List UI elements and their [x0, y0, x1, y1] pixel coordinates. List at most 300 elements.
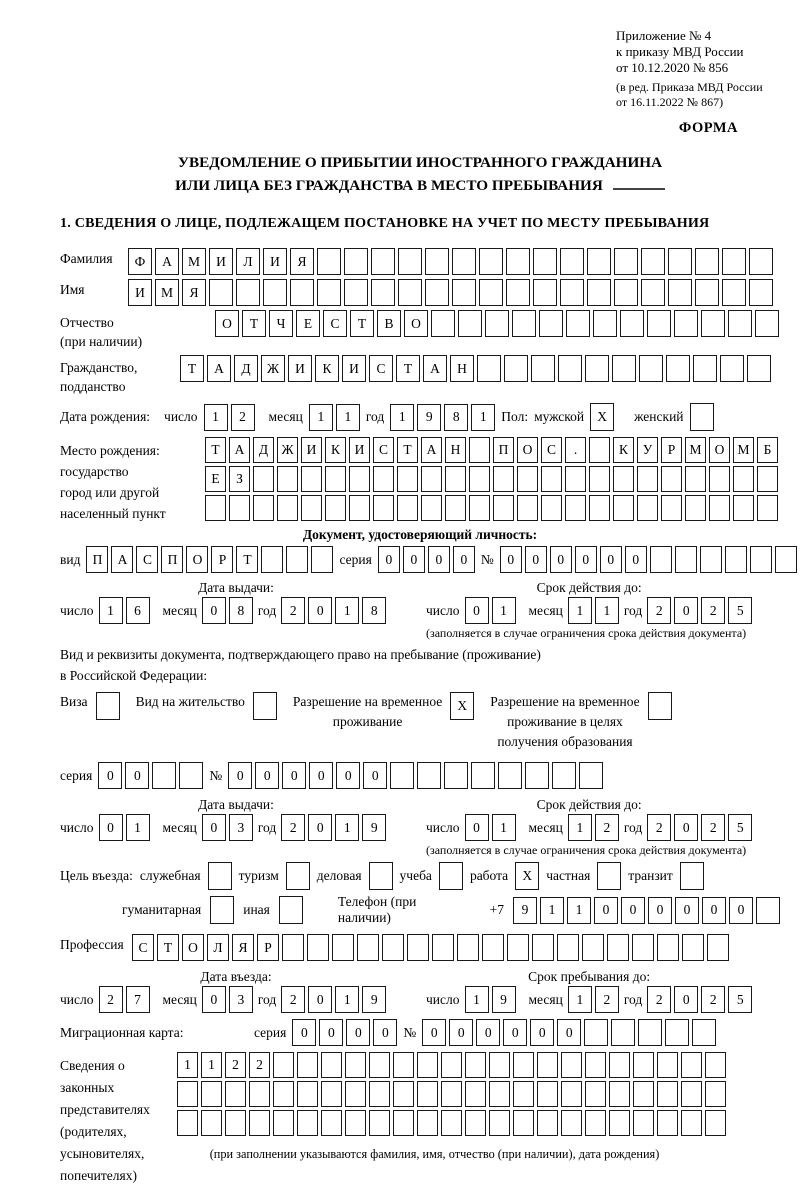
char-cell[interactable] — [229, 495, 250, 521]
char-cell[interactable] — [585, 1081, 606, 1107]
char-cell[interactable]: С — [373, 437, 394, 463]
char-cell[interactable] — [701, 310, 725, 337]
sex-female-checkbox[interactable] — [690, 403, 714, 431]
char-cell[interactable] — [444, 762, 468, 789]
char-cell[interactable] — [682, 934, 704, 961]
char-cell[interactable] — [225, 1110, 246, 1136]
char-cell[interactable]: 0 — [675, 897, 699, 924]
stay-year-cells[interactable] — [647, 986, 752, 1013]
birth-month-cells[interactable] — [309, 404, 360, 431]
char-cell[interactable]: 0 — [336, 762, 360, 789]
char-cell[interactable]: 0 — [648, 897, 672, 924]
char-cell[interactable] — [537, 1052, 558, 1078]
char-cell[interactable]: 0 — [729, 897, 753, 924]
char-cell[interactable]: 1 — [177, 1052, 198, 1078]
char-cell[interactable]: И — [263, 248, 287, 275]
char-cell[interactable]: 0 — [674, 597, 698, 624]
char-cell[interactable]: Д — [253, 437, 274, 463]
char-cell[interactable] — [371, 279, 395, 306]
char-cell[interactable]: П — [493, 437, 514, 463]
char-cell[interactable] — [273, 1110, 294, 1136]
char-cell[interactable] — [179, 762, 203, 789]
char-cell[interactable]: А — [229, 437, 250, 463]
char-cell[interactable]: Р — [661, 437, 682, 463]
char-cell[interactable] — [587, 248, 611, 275]
char-cell[interactable] — [504, 355, 528, 382]
char-cell[interactable]: 0 — [308, 814, 332, 841]
char-cell[interactable]: 0 — [525, 546, 547, 573]
char-cell[interactable] — [661, 466, 682, 492]
char-cell[interactable]: 1 — [540, 897, 564, 924]
char-cell[interactable]: И — [301, 437, 322, 463]
char-cell[interactable] — [589, 466, 610, 492]
char-cell[interactable]: 2 — [701, 597, 725, 624]
char-cell[interactable] — [558, 355, 582, 382]
char-cell[interactable] — [325, 466, 346, 492]
char-cell[interactable] — [637, 466, 658, 492]
char-cell[interactable] — [307, 934, 329, 961]
char-cell[interactable] — [177, 1110, 198, 1136]
char-cell[interactable]: О — [215, 310, 239, 337]
char-cell[interactable] — [611, 1019, 635, 1046]
char-cell[interactable]: С — [323, 310, 347, 337]
char-cell[interactable]: 2 — [281, 597, 305, 624]
char-cell[interactable] — [585, 1052, 606, 1078]
char-cell[interactable] — [249, 1081, 270, 1107]
char-cell[interactable]: 2 — [595, 986, 619, 1013]
char-cell[interactable]: 0 — [530, 1019, 554, 1046]
char-cell[interactable]: 1 — [390, 404, 414, 431]
purpose-private-checkbox[interactable] — [597, 862, 621, 890]
char-cell[interactable] — [755, 310, 779, 337]
char-cell[interactable]: К — [325, 437, 346, 463]
temp-residence-edu-checkbox[interactable] — [648, 692, 672, 720]
char-cell[interactable]: Р — [257, 934, 279, 961]
char-cell[interactable] — [692, 1019, 716, 1046]
char-cell[interactable] — [531, 355, 555, 382]
char-cell[interactable]: 8 — [362, 597, 386, 624]
char-cell[interactable]: И — [342, 355, 366, 382]
char-cell[interactable] — [647, 310, 671, 337]
birth-year-cells[interactable] — [390, 404, 495, 431]
visa-checkbox[interactable] — [96, 692, 120, 720]
char-cell[interactable]: Я — [232, 934, 254, 961]
char-cell[interactable]: Ч — [269, 310, 293, 337]
char-cell[interactable] — [445, 495, 466, 521]
char-cell[interactable] — [205, 495, 226, 521]
char-cell[interactable] — [369, 1110, 390, 1136]
char-cell[interactable]: Л — [207, 934, 229, 961]
profession-cells[interactable] — [132, 934, 729, 961]
char-cell[interactable]: Т — [396, 355, 420, 382]
char-cell[interactable]: 0 — [309, 762, 333, 789]
char-cell[interactable]: 0 — [308, 986, 332, 1013]
char-cell[interactable] — [565, 495, 586, 521]
char-cell[interactable]: Т — [350, 310, 374, 337]
char-cell[interactable]: 9 — [417, 404, 441, 431]
char-cell[interactable]: 2 — [647, 597, 671, 624]
char-cell[interactable] — [693, 355, 717, 382]
char-cell[interactable] — [681, 1081, 702, 1107]
char-cell[interactable]: 0 — [500, 546, 522, 573]
char-cell[interactable] — [425, 279, 449, 306]
char-cell[interactable]: 1 — [204, 404, 228, 431]
char-cell[interactable] — [345, 1052, 366, 1078]
char-cell[interactable] — [397, 495, 418, 521]
char-cell[interactable] — [584, 1019, 608, 1046]
char-cell[interactable]: 1 — [568, 814, 592, 841]
char-cell[interactable]: 2 — [225, 1052, 246, 1078]
char-cell[interactable]: Н — [450, 355, 474, 382]
char-cell[interactable] — [432, 934, 454, 961]
char-cell[interactable] — [668, 279, 692, 306]
char-cell[interactable] — [709, 495, 730, 521]
char-cell[interactable]: 0 — [575, 546, 597, 573]
char-cell[interactable] — [477, 355, 501, 382]
char-cell[interactable]: А — [421, 437, 442, 463]
char-cell[interactable] — [201, 1081, 222, 1107]
residence-valid-day-cells[interactable] — [465, 814, 516, 841]
char-cell[interactable]: 1 — [567, 897, 591, 924]
char-cell[interactable]: Б — [757, 437, 778, 463]
char-cell[interactable] — [657, 1110, 678, 1136]
char-cell[interactable]: О — [186, 546, 208, 573]
identity-valid-month-cells[interactable] — [568, 597, 619, 624]
char-cell[interactable]: 0 — [674, 814, 698, 841]
birth-day-cells[interactable] — [204, 404, 255, 431]
char-cell[interactable]: Н — [445, 437, 466, 463]
char-cell[interactable]: О — [182, 934, 204, 961]
char-cell[interactable] — [393, 1081, 414, 1107]
char-cell[interactable]: 1 — [471, 404, 495, 431]
char-cell[interactable] — [493, 495, 514, 521]
char-cell[interactable] — [431, 310, 455, 337]
char-cell[interactable] — [469, 495, 490, 521]
char-cell[interactable] — [344, 279, 368, 306]
char-cell[interactable]: 0 — [125, 762, 149, 789]
char-cell[interactable]: 2 — [249, 1052, 270, 1078]
char-cell[interactable] — [479, 279, 503, 306]
char-cell[interactable]: М — [733, 437, 754, 463]
char-cell[interactable]: 2 — [701, 814, 725, 841]
char-cell[interactable]: 2 — [99, 986, 123, 1013]
char-cell[interactable] — [612, 355, 636, 382]
char-cell[interactable]: Я — [290, 248, 314, 275]
char-cell[interactable] — [560, 248, 584, 275]
char-cell[interactable]: 1 — [595, 597, 619, 624]
char-cell[interactable] — [249, 1110, 270, 1136]
char-cell[interactable] — [506, 248, 530, 275]
identity-valid-day-cells[interactable] — [465, 597, 516, 624]
stay-month-cells[interactable] — [568, 986, 619, 1013]
char-cell[interactable] — [498, 762, 522, 789]
char-cell[interactable] — [458, 310, 482, 337]
char-cell[interactable] — [532, 934, 554, 961]
char-cell[interactable]: 5 — [728, 597, 752, 624]
char-cell[interactable] — [297, 1110, 318, 1136]
char-cell[interactable]: А — [111, 546, 133, 573]
char-cell[interactable] — [541, 466, 562, 492]
char-cell[interactable]: 0 — [674, 986, 698, 1013]
char-cell[interactable]: 2 — [281, 814, 305, 841]
char-cell[interactable]: К — [613, 437, 634, 463]
char-cell[interactable] — [369, 1081, 390, 1107]
char-cell[interactable]: 0 — [600, 546, 622, 573]
char-cell[interactable] — [512, 310, 536, 337]
entry-year-cells[interactable] — [281, 986, 386, 1013]
purpose-work-checkbox[interactable]: X — [515, 862, 539, 890]
char-cell[interactable] — [332, 934, 354, 961]
char-cell[interactable] — [441, 1081, 462, 1107]
char-cell[interactable]: 0 — [594, 897, 618, 924]
char-cell[interactable]: К — [315, 355, 339, 382]
char-cell[interactable]: О — [709, 437, 730, 463]
birthplace-row3-cells[interactable] — [205, 495, 778, 521]
char-cell[interactable]: Е — [296, 310, 320, 337]
char-cell[interactable] — [398, 248, 422, 275]
char-cell[interactable] — [589, 495, 610, 521]
char-cell[interactable]: 0 — [453, 546, 475, 573]
char-cell[interactable] — [587, 279, 611, 306]
char-cell[interactable] — [607, 934, 629, 961]
char-cell[interactable]: 9 — [513, 897, 537, 924]
char-cell[interactable] — [493, 466, 514, 492]
char-cell[interactable]: 0 — [428, 546, 450, 573]
char-cell[interactable] — [537, 1110, 558, 1136]
char-cell[interactable] — [479, 248, 503, 275]
char-cell[interactable] — [552, 762, 576, 789]
char-cell[interactable] — [641, 248, 665, 275]
residence-permit-checkbox[interactable] — [253, 692, 277, 720]
char-cell[interactable]: 1 — [201, 1052, 222, 1078]
char-cell[interactable] — [609, 1081, 630, 1107]
char-cell[interactable] — [457, 934, 479, 961]
char-cell[interactable] — [321, 1052, 342, 1078]
char-cell[interactable] — [201, 1110, 222, 1136]
char-cell[interactable]: 0 — [202, 986, 226, 1013]
char-cell[interactable]: 0 — [503, 1019, 527, 1046]
char-cell[interactable]: У — [637, 437, 658, 463]
char-cell[interactable]: Ж — [261, 355, 285, 382]
char-cell[interactable] — [344, 248, 368, 275]
char-cell[interactable] — [349, 466, 370, 492]
char-cell[interactable] — [733, 466, 754, 492]
char-cell[interactable] — [382, 934, 404, 961]
residence-number-cells[interactable] — [228, 762, 603, 789]
char-cell[interactable]: . — [565, 437, 586, 463]
char-cell[interactable] — [614, 279, 638, 306]
char-cell[interactable] — [675, 546, 697, 573]
char-cell[interactable] — [633, 1110, 654, 1136]
char-cell[interactable] — [465, 1052, 486, 1078]
char-cell[interactable] — [541, 495, 562, 521]
purpose-other-checkbox[interactable] — [279, 896, 303, 924]
char-cell[interactable]: Л — [236, 248, 260, 275]
doc-type-cells[interactable] — [86, 546, 333, 573]
char-cell[interactable]: О — [404, 310, 428, 337]
char-cell[interactable] — [585, 355, 609, 382]
char-cell[interactable] — [297, 1081, 318, 1107]
char-cell[interactable] — [421, 495, 442, 521]
char-cell[interactable]: Р — [211, 546, 233, 573]
char-cell[interactable]: П — [161, 546, 183, 573]
char-cell[interactable]: 1 — [465, 986, 489, 1013]
char-cell[interactable]: 1 — [126, 814, 150, 841]
char-cell[interactable] — [398, 279, 422, 306]
char-cell[interactable]: 1 — [336, 404, 360, 431]
char-cell[interactable] — [357, 934, 379, 961]
char-cell[interactable]: 0 — [373, 1019, 397, 1046]
char-cell[interactable] — [633, 1081, 654, 1107]
char-cell[interactable] — [445, 466, 466, 492]
char-cell[interactable]: Т — [180, 355, 204, 382]
char-cell[interactable] — [253, 466, 274, 492]
phone-cells[interactable] — [513, 897, 780, 924]
char-cell[interactable]: 7 — [126, 986, 150, 1013]
char-cell[interactable] — [705, 1081, 726, 1107]
char-cell[interactable] — [589, 437, 610, 463]
char-cell[interactable]: 2 — [647, 986, 671, 1013]
char-cell[interactable]: 0 — [99, 814, 123, 841]
char-cell[interactable] — [513, 1052, 534, 1078]
representatives-row1-cells[interactable] — [177, 1052, 726, 1078]
char-cell[interactable] — [750, 546, 772, 573]
char-cell[interactable]: 0 — [476, 1019, 500, 1046]
char-cell[interactable]: Т — [205, 437, 226, 463]
char-cell[interactable] — [585, 1110, 606, 1136]
char-cell[interactable]: Ж — [277, 437, 298, 463]
purpose-business-checkbox[interactable] — [369, 862, 393, 890]
identity-issue-year-cells[interactable] — [281, 597, 386, 624]
char-cell[interactable] — [657, 1052, 678, 1078]
char-cell[interactable] — [273, 1052, 294, 1078]
char-cell[interactable] — [613, 466, 634, 492]
char-cell[interactable] — [632, 934, 654, 961]
entry-month-cells[interactable] — [202, 986, 253, 1013]
char-cell[interactable] — [452, 279, 476, 306]
char-cell[interactable]: С — [132, 934, 154, 961]
identity-issue-day-cells[interactable] — [99, 597, 150, 624]
char-cell[interactable] — [349, 495, 370, 521]
char-cell[interactable] — [301, 495, 322, 521]
char-cell[interactable] — [641, 279, 665, 306]
residence-issue-day-cells[interactable] — [99, 814, 150, 841]
char-cell[interactable]: 0 — [98, 762, 122, 789]
char-cell[interactable] — [441, 1052, 462, 1078]
char-cell[interactable]: 5 — [728, 814, 752, 841]
char-cell[interactable]: И — [349, 437, 370, 463]
char-cell[interactable] — [417, 1052, 438, 1078]
char-cell[interactable] — [393, 1052, 414, 1078]
char-cell[interactable] — [561, 1081, 582, 1107]
char-cell[interactable]: 9 — [362, 986, 386, 1013]
char-cell[interactable] — [489, 1110, 510, 1136]
char-cell[interactable] — [452, 248, 476, 275]
char-cell[interactable] — [465, 1081, 486, 1107]
char-cell[interactable]: 2 — [701, 986, 725, 1013]
char-cell[interactable] — [489, 1052, 510, 1078]
representatives-row2-cells[interactable] — [177, 1081, 726, 1107]
char-cell[interactable]: 0 — [282, 762, 306, 789]
char-cell[interactable]: 0 — [403, 546, 425, 573]
char-cell[interactable] — [685, 495, 706, 521]
char-cell[interactable] — [325, 495, 346, 521]
char-cell[interactable] — [733, 495, 754, 521]
char-cell[interactable]: 0 — [550, 546, 572, 573]
char-cell[interactable]: З — [229, 466, 250, 492]
char-cell[interactable]: 0 — [228, 762, 252, 789]
char-cell[interactable] — [722, 279, 746, 306]
char-cell[interactable] — [253, 495, 274, 521]
char-cell[interactable] — [681, 1110, 702, 1136]
char-cell[interactable] — [757, 466, 778, 492]
char-cell[interactable]: 0 — [202, 814, 226, 841]
char-cell[interactable] — [417, 1081, 438, 1107]
char-cell[interactable]: 2 — [281, 986, 305, 1013]
char-cell[interactable] — [209, 279, 233, 306]
char-cell[interactable] — [638, 1019, 662, 1046]
char-cell[interactable]: Т — [397, 437, 418, 463]
char-cell[interactable] — [639, 355, 663, 382]
char-cell[interactable]: Т — [157, 934, 179, 961]
char-cell[interactable]: 0 — [308, 597, 332, 624]
char-cell[interactable] — [756, 897, 780, 924]
char-cell[interactable] — [397, 466, 418, 492]
char-cell[interactable]: Ф — [128, 248, 152, 275]
char-cell[interactable] — [513, 1110, 534, 1136]
char-cell[interactable]: Д — [234, 355, 258, 382]
char-cell[interactable]: 1 — [335, 986, 359, 1013]
char-cell[interactable]: И — [288, 355, 312, 382]
char-cell[interactable] — [533, 279, 557, 306]
char-cell[interactable] — [506, 279, 530, 306]
char-cell[interactable] — [469, 466, 490, 492]
surname-cells[interactable] — [128, 248, 773, 275]
char-cell[interactable] — [533, 248, 557, 275]
char-cell[interactable] — [722, 248, 746, 275]
identity-valid-year-cells[interactable] — [647, 597, 752, 624]
char-cell[interactable]: 0 — [557, 1019, 581, 1046]
purpose-official-checkbox[interactable] — [208, 862, 232, 890]
char-cell[interactable]: М — [182, 248, 206, 275]
char-cell[interactable]: 1 — [335, 814, 359, 841]
char-cell[interactable] — [749, 248, 773, 275]
char-cell[interactable] — [537, 1081, 558, 1107]
char-cell[interactable] — [290, 279, 314, 306]
char-cell[interactable]: 1 — [309, 404, 333, 431]
char-cell[interactable] — [297, 1052, 318, 1078]
entry-day-cells[interactable] — [99, 986, 150, 1013]
char-cell[interactable] — [301, 466, 322, 492]
char-cell[interactable]: 0 — [465, 597, 489, 624]
char-cell[interactable] — [513, 1081, 534, 1107]
char-cell[interactable] — [373, 495, 394, 521]
char-cell[interactable] — [277, 495, 298, 521]
char-cell[interactable]: С — [136, 546, 158, 573]
char-cell[interactable] — [566, 310, 590, 337]
char-cell[interactable] — [441, 1110, 462, 1136]
char-cell[interactable] — [609, 1052, 630, 1078]
char-cell[interactable] — [709, 466, 730, 492]
char-cell[interactable] — [707, 934, 729, 961]
char-cell[interactable] — [661, 495, 682, 521]
char-cell[interactable] — [650, 546, 672, 573]
char-cell[interactable] — [674, 310, 698, 337]
char-cell[interactable]: 3 — [229, 814, 253, 841]
residence-issue-year-cells[interactable] — [281, 814, 386, 841]
char-cell[interactable]: 0 — [255, 762, 279, 789]
char-cell[interactable] — [152, 762, 176, 789]
